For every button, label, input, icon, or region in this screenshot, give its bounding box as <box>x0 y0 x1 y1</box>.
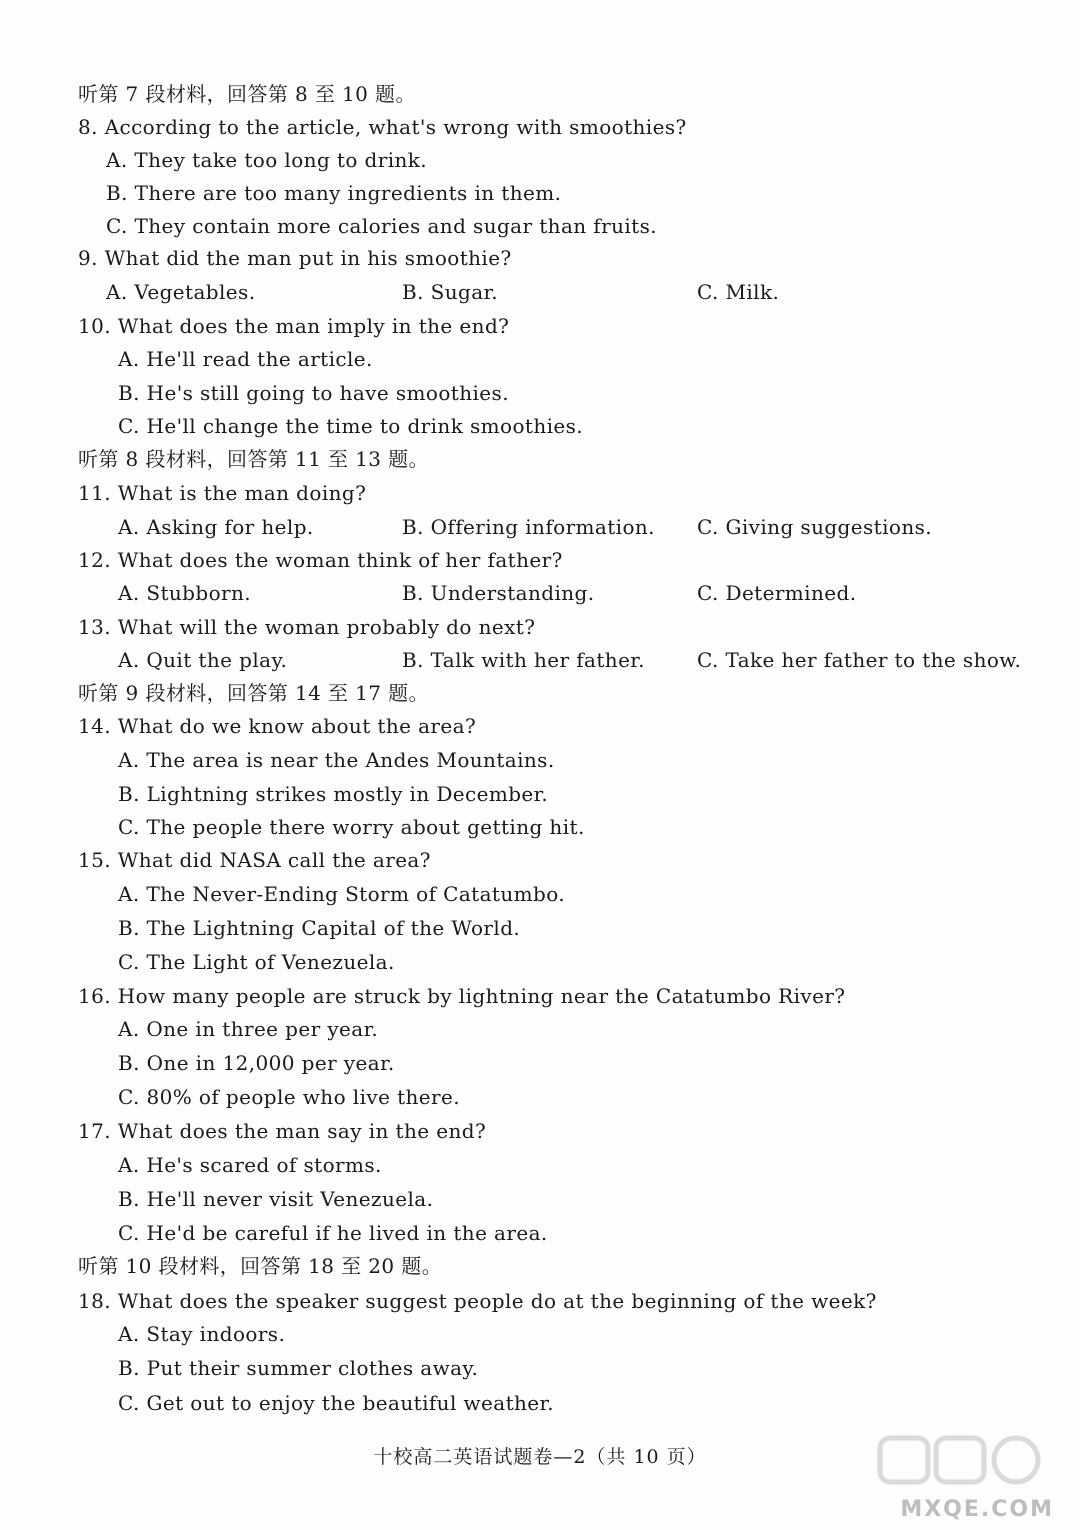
question-11-option-c: C. Giving suggestions. <box>697 515 933 539</box>
question-15-stem: 15. What did NASA call the area? <box>78 848 431 872</box>
question-9-option-c: C. Milk. <box>697 280 780 304</box>
question-9-stem: 9. What did the man put in his smoothie? <box>78 246 512 270</box>
page-footer: 十校高二英语试题卷—2（共 10 页） <box>373 1446 707 1468</box>
question-18-option-a: A. Stay indoors. <box>118 1322 286 1346</box>
question-16-option-b: B. One in 12,000 per year. <box>118 1051 395 1075</box>
question-12-option-c: C. Determined. <box>697 581 857 605</box>
question-10-option-a: A. He'll read the article. <box>118 347 373 371</box>
question-16-stem: 16. How many people are struck by lightning near the Catatumbo River? <box>78 984 846 1008</box>
question-15-option-b: B. The Lightning Capital of the World. <box>118 916 521 940</box>
question-18-stem: 18. What does the speaker suggest people do at the beginning of the week? <box>78 1289 877 1313</box>
question-18-option-b: B. Put their summer clothes away. <box>118 1356 479 1380</box>
question-10-option-c: C. He'll change the time to drink smoothies. <box>118 414 584 438</box>
question-10-stem: 10. What does the man imply in the end? <box>78 314 510 338</box>
question-10-option-b: B. He's still going to have smoothies. <box>118 381 509 405</box>
section-heading-10: 听第 10 段材料，回答第 18 至 20 题。 <box>78 1254 443 1278</box>
question-11-option-a: A. Asking for help. <box>118 515 314 539</box>
watermark-text: MXQE.COM <box>900 1497 1054 1522</box>
question-13-option-c: C. Take her father to the show. <box>697 648 1022 672</box>
question-9-option-b: B. Sugar. <box>402 280 499 304</box>
question-16-option-a: A. One in three per year. <box>118 1017 379 1041</box>
question-12-option-b: B. Understanding. <box>402 581 595 605</box>
question-9-option-a: A. Vegetables. <box>106 280 256 304</box>
question-15-option-a: A. The Never-Ending Storm of Catatumbo. <box>118 882 566 906</box>
question-12-stem: 12. What does the woman think of her father? <box>78 548 563 572</box>
section-heading-9: 听第 9 段材料，回答第 14 至 17 题。 <box>78 681 429 705</box>
question-14-option-c: C. The people there worry about getting hit. <box>118 815 585 839</box>
question-13-stem: 13. What will the woman probably do next? <box>78 615 536 639</box>
question-11-option-b: B. Offering information. <box>402 515 655 539</box>
question-17-option-a: A. He's scared of storms. <box>118 1153 382 1177</box>
question-8-option-c: C. They contain more calories and sugar than fruits. <box>106 214 658 238</box>
section-heading-8: 听第 8 段材料，回答第 11 至 13 题。 <box>78 447 429 471</box>
question-8-option-a: A. They take too long to drink. <box>106 148 428 172</box>
question-17-option-b: B. He'll never visit Venezuela. <box>118 1187 434 1211</box>
question-8-option-b: B. There are too many ingredients in them. <box>106 181 562 205</box>
question-14-stem: 14. What do we know about the area? <box>78 714 477 738</box>
question-18-option-c: C. Get out to enjoy the beautiful weather. <box>118 1391 555 1415</box>
question-14-option-a: A. The area is near the Andes Mountains. <box>118 748 555 772</box>
question-17-option-c: C. He'd be careful if he lived in the area. <box>118 1221 548 1245</box>
question-8-stem: 8. According to the article, what's wrong with smoothies? <box>78 115 687 139</box>
question-14-option-b: B. Lightning strikes mostly in December. <box>118 782 549 806</box>
question-13-option-a: A. Quit the play. <box>118 648 288 672</box>
question-12-option-a: A. Stubborn. <box>118 581 252 605</box>
question-13-option-b: B. Talk with her father. <box>402 648 645 672</box>
section-heading-7: 听第 7 段材料，回答第 8 至 10 题。 <box>78 82 416 106</box>
question-17-stem: 17. What does the man say in the end? <box>78 1119 487 1143</box>
question-16-option-c: C. 80% of people who live there. <box>118 1085 460 1109</box>
question-11-stem: 11. What is the man doing? <box>78 481 367 505</box>
question-15-option-c: C. The Light of Venezuela. <box>118 950 395 974</box>
